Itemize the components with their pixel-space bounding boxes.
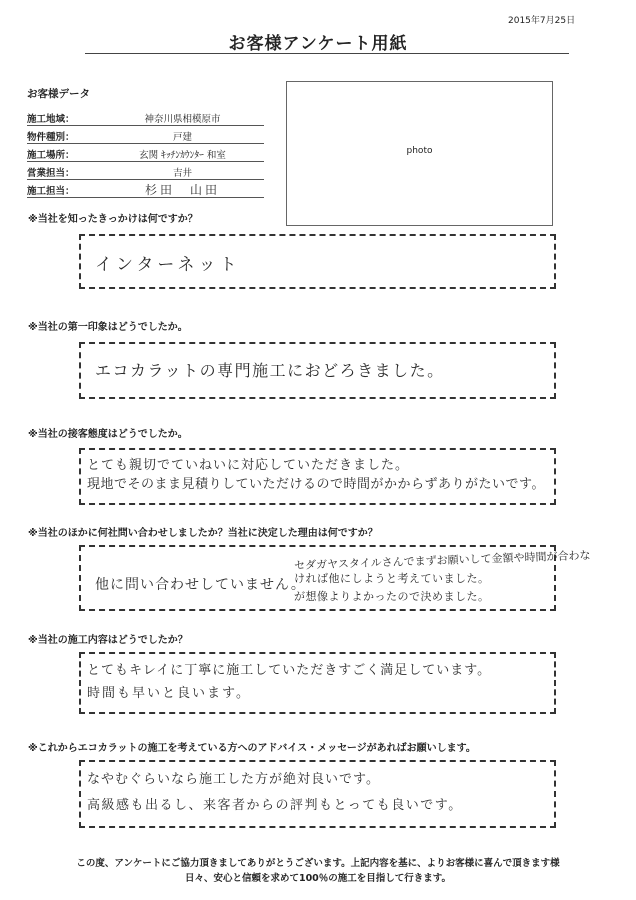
info-row-location [27, 145, 264, 162]
photo-label: photo [406, 146, 433, 156]
question-6: ※これからエコカラットの施工を考えている方へのアドバイス・メッセージがあればお願いします。 [28, 743, 476, 754]
answer-text: とても親切でていねいに対応していただきました。 [87, 458, 410, 473]
survey-date: 2015年7月25日 [508, 16, 576, 26]
question-1: ※当社を知ったきっかけは何ですか？ [28, 214, 198, 225]
info-row-area [27, 109, 264, 126]
info-value: 神奈川県相模原市 [144, 114, 221, 125]
answer-box-3 [79, 448, 556, 505]
answer-text: が想像よりよかったので決めました。 [294, 590, 490, 603]
page-title: お客様アンケート用紙 [228, 34, 408, 54]
footer-line-2: 日々、安心と信頼を求めて100％の施工を目指して行きます。 [184, 873, 452, 884]
footer-line-1: この度、アンケートにご協力頂きましてありがとうございます。上記内容を基に、よりお客様に喜んで頂きます様 [76, 858, 560, 869]
answer-box-1 [79, 234, 556, 289]
title-underline [85, 53, 569, 54]
info-row-property-type [27, 127, 264, 144]
info-label: 物件種別： [27, 132, 75, 143]
answer-text: エコカラットの専門施工におどろきました。 [95, 361, 445, 380]
answer-text: なやむぐらいなら施工した方が絶対良いです。 [87, 772, 380, 787]
answer-text: 現地でそのまま見積りしていただけるので時間がかからずありがたいです。 [87, 477, 545, 492]
question-5: ※当社の施工内容はどうでしたか？ [28, 635, 188, 646]
info-label: 施工場所： [27, 150, 75, 161]
answer-text: インターネット [95, 255, 241, 275]
answer-text: 他に問い合わせしていません。 [95, 577, 306, 593]
info-value: 玄関 ｷｯﾁﾝｶｳﾝﾀｰ 和室 [139, 150, 226, 161]
info-label: 施工担当： [27, 186, 75, 197]
info-row-installer [27, 181, 264, 198]
answer-box-4 [79, 545, 591, 611]
question-2: ※当社の第一印象はどうでしたか。 [28, 322, 188, 333]
info-label: 施工地域： [27, 114, 75, 125]
question-3: ※当社の接客態度はどうでしたか。 [28, 429, 188, 440]
question-4: ※当社のほかに何社問い合わせしましたか？当社に決定した理由は何ですか？ [28, 528, 378, 539]
info-label: 営業担当： [27, 168, 75, 179]
answer-text: セダガヤスタイルさんでまずお願いして金額や時間が合わな [293, 548, 591, 573]
customer-data-heading: お客様データ [27, 88, 90, 100]
answer-text: ければ他にしようと考えていました。 [294, 572, 490, 585]
photo-placeholder [286, 81, 553, 226]
answer-box-5 [79, 652, 556, 714]
info-value: 吉井 [172, 168, 192, 179]
answer-text: 高級感も出るし、来客者からの評判もとっても良いです。 [87, 798, 463, 813]
info-value-handwritten: 杉田 山田 [144, 183, 220, 197]
answer-box-6 [79, 760, 556, 828]
answer-box-2 [79, 342, 556, 399]
answer-text: 時間も早いと良います。 [87, 686, 251, 701]
answer-text: とてもキレイに丁寧に施工していただきすごく満足しています。 [87, 663, 492, 678]
info-row-sales [27, 163, 264, 180]
info-value: 戸建 [172, 132, 192, 143]
